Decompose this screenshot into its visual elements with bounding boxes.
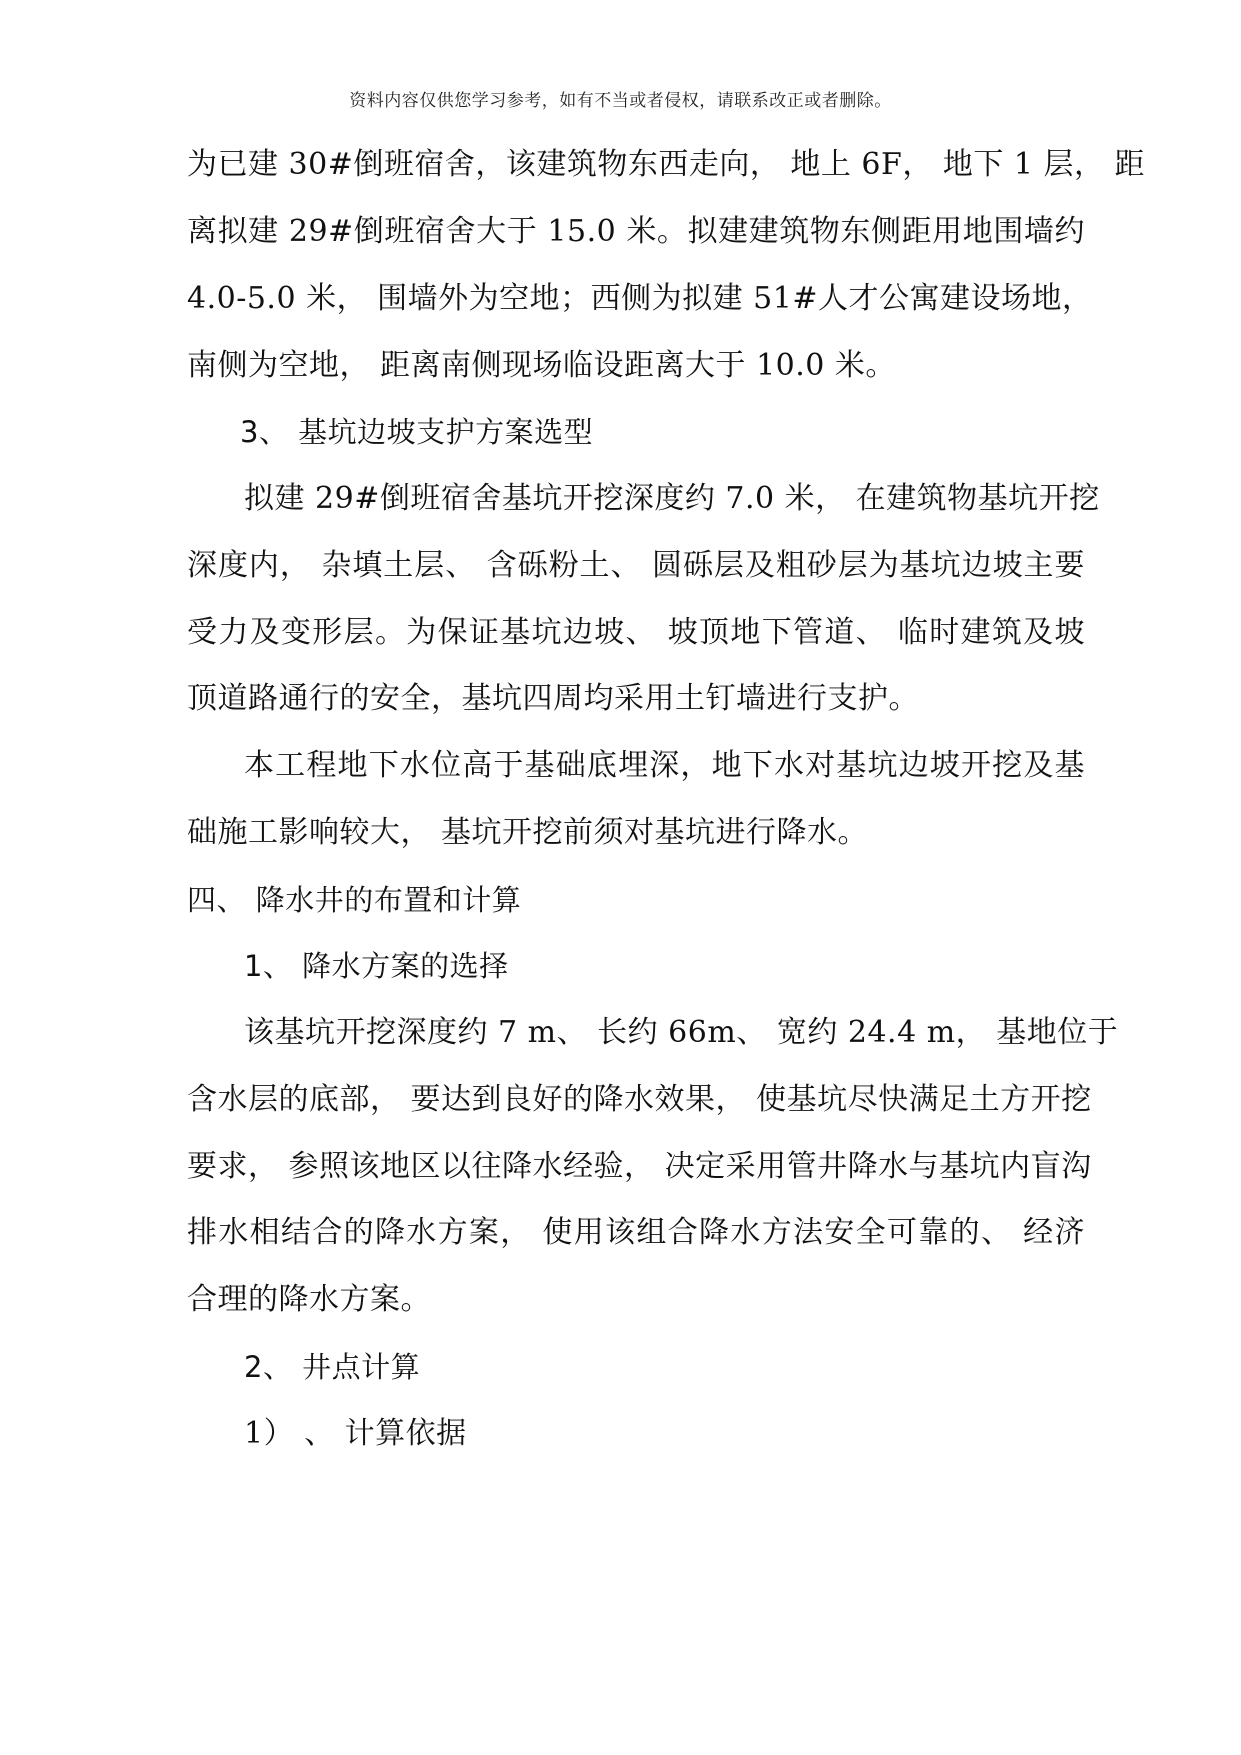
section-heading: 3、 基坑边坡支护方案选型 <box>240 415 594 449</box>
paragraph-line: 排水相结合的降水方案， 使用该组合降水方法安全可靠的、 经济 <box>187 1215 1085 1250</box>
paragraph-line: 为已建 30#倒班宿舍，该建筑物东西走向， 地上 6F， 地下 1 层， 距 <box>187 147 1146 182</box>
paragraph-line: 顶道路通行的安全，基坑四周均采用土钉墙进行支护。 <box>187 681 919 716</box>
paragraph-line: 拟建 29#倒班宿舍基坑开挖深度约 7.0 米， 在建筑物基坑开挖 <box>244 481 1100 516</box>
copyright-notice-header: 资料内容仅供您学习参考，如有不当或者侵权，请联系改正或者删除。 <box>349 91 892 111</box>
chapter-heading: 四、 降水井的布置和计算 <box>187 883 522 917</box>
paragraph-line: 合理的降水方案。 <box>187 1282 431 1317</box>
paragraph-line: 础施工影响较大， 基坑开挖前须对基坑进行降水。 <box>187 815 869 850</box>
paragraph-line: 该基坑开挖深度约 7 m、 长约 66m、 宽约 24.4 m， 基地位于 <box>244 1015 1119 1050</box>
paragraph-line: 含水层的底部， 要达到良好的降水效果， 使基坑尽快满足土方开挖 <box>187 1082 1092 1117</box>
paragraph-line: 离拟建 29#倒班宿舍大于 15.0 米。拟建建筑物东侧距用地围墙约 <box>187 214 1085 249</box>
subsection-heading: 1） 、 计算依据 <box>244 1416 467 1451</box>
section-heading: 1、 降水方案的选择 <box>244 949 509 983</box>
paragraph-line: 4.0-5.0 米， 围墙外为空地；西侧为拟建 51#人才公寓建设场地， <box>187 281 1093 316</box>
paragraph-line: 要求， 参照该地区以往降水经验， 决定采用管井降水与基坑内盲沟 <box>187 1149 1092 1184</box>
paragraph-line: 南侧为空地， 距离南侧现场临设距离大于 10.0 米。 <box>187 348 896 383</box>
section-heading: 2、 井点计算 <box>244 1350 421 1384</box>
paragraph-line: 深度内， 杂填土层、 含砾粉土、 圆砾层及粗砂层为基坑边坡主要 <box>187 548 1085 583</box>
paragraph-line: 本工程地下水位高于基础底埋深，地下水对基坑边坡开挖及基 <box>244 748 1085 783</box>
paragraph-line: 受力及变形层。为保证基坑边坡、 坡顶地下管道、 临时建筑及坡 <box>187 615 1085 650</box>
